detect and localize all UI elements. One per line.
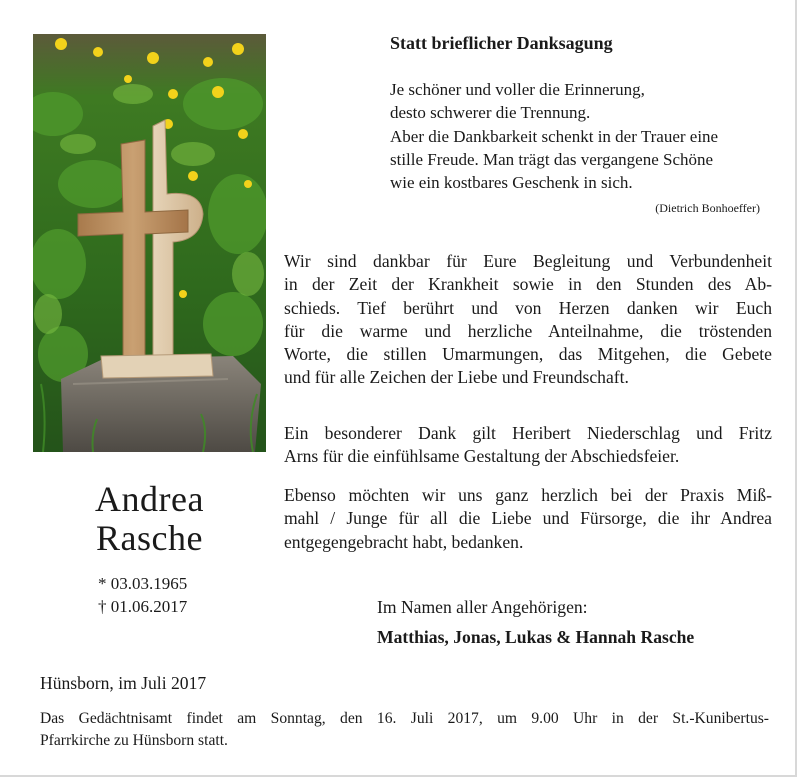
memorial-mass-notice [40,708,769,752]
footer-line: Pfarrkirche zu Hünsborn statt. [40,732,228,749]
paragraph-line: Arns für die einfühlsame Gestaltung der Abschiedsfeier. [284,446,680,467]
footer-line: Das Gedächtnisamt findet am Sonntag, den 16. Juli 2017, um 9.00 Uhr in der St.-Kunibertus- [40,710,769,727]
death-date: † 01.06.2017 [98,597,188,616]
deceased-first-name: Andrea [95,479,204,519]
paragraph-line: Ebenso möchten wir uns ganz herzlich bei der Praxis Miß- [284,485,772,505]
quote-line: stille Freude. Man trägt das vergangene Schöne [390,149,714,169]
paragraph-line: Worte, die stillen Umarmungen, das Mitgehen, die Gebete [284,344,772,365]
signature-intro: Im Namen aller Angehörigen: [377,597,588,617]
quote-line: Je schöner und voller die Erinnerung, [390,80,645,99]
paragraph-line: in der Zeit der Krankheit sowie in den Stunden des Ab- [284,274,772,295]
heading: Statt brieflicher Danksagung [390,33,613,53]
paragraph-line: für die warme und herzliche Anteilnahme, die tröstenden [284,320,772,341]
deceased-last-name: Rasche [96,518,203,558]
thanks-paragraph-3 [284,484,772,554]
place-date: Hünsborn, im Juli 2017 [40,673,207,693]
paragraph-line: Wir sind dankbar für Eure Begleitung und Verbundenheit [284,251,772,271]
paragraph-line: Ein besonderer Dank gilt Heribert Niederschlag und Fritz [284,423,772,443]
thanks-paragraph-1 [284,250,772,390]
quote-line: wie ein kostbares Geschenk in sich. [390,173,633,193]
quote-author: (Dietrich Bonhoeffer) [655,201,760,215]
birth-date: * 03.03.1965 [98,574,188,593]
quote-line: desto schwerer die Trennung. [390,103,591,123]
paragraph-line: schieds. Tief berührt und von Herzen danken wir Euch [284,297,772,318]
thanks-paragraph-2 [284,422,772,469]
paragraph-line: entgegengebracht habt, bedanken. [284,531,524,552]
paragraph-line: und für alle Zeichen der Liebe und Freundschaft. [284,367,629,388]
quote [390,78,718,194]
paragraph-line: mahl / Junge für all die Liebe und Fürsorge, die ihr Andrea [284,508,772,529]
quote-line: Aber die Dankbarkeit schenkt in der Trauer eine [390,126,719,146]
memorial-photo [33,34,266,452]
signature-names: Matthias, Jonas, Lukas & Hannah Rasche [377,627,695,647]
